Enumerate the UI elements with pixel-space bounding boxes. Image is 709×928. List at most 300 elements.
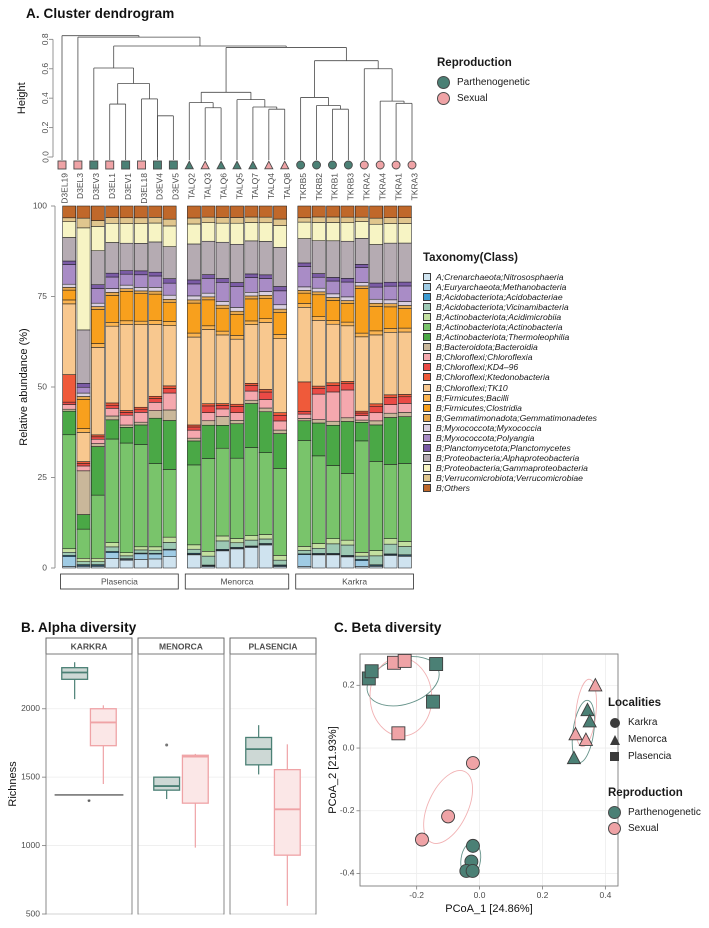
abundance-segment xyxy=(106,206,119,218)
abundance-segment xyxy=(163,303,176,322)
abundance-segment xyxy=(77,471,90,515)
dendrogram-leaf-label: TALQ5 xyxy=(234,173,245,200)
abundance-segment xyxy=(91,344,104,348)
abundance-segment xyxy=(259,389,272,392)
dendrogram-leaf-marker xyxy=(233,161,241,169)
abundance-segment xyxy=(149,554,162,559)
abundance-segment xyxy=(370,551,383,556)
abundance-segment xyxy=(149,287,162,291)
dendrogram-leaf-marker xyxy=(281,161,289,169)
abundance-segment xyxy=(216,223,229,242)
dendrogram-leaf-marker xyxy=(138,161,146,169)
boxplot-outlier xyxy=(165,744,168,747)
abundance-segment xyxy=(187,438,200,441)
abundance-segment xyxy=(63,435,76,549)
abundance-segment xyxy=(63,404,76,409)
alpha-y-tick: 2000 xyxy=(21,702,40,713)
locality-group-label: Plasencia xyxy=(100,576,138,587)
abundance-y-tick: 75 xyxy=(37,290,47,301)
abundance-segment xyxy=(163,557,176,568)
abundance-segment xyxy=(216,409,229,417)
abundance-segment xyxy=(77,383,90,387)
taxonomy-color-swatch xyxy=(423,273,431,281)
abundance-segment xyxy=(230,420,243,423)
pcoa-point xyxy=(398,654,411,667)
abundance-segment xyxy=(245,296,258,299)
abundance-segment xyxy=(327,425,340,465)
abundance-segment xyxy=(63,218,76,222)
abundance-segment xyxy=(355,413,368,416)
legend-icon-wrap xyxy=(608,718,621,728)
abundance-segment xyxy=(355,552,368,556)
abundance-segment xyxy=(149,321,162,325)
abundance-segment xyxy=(202,278,215,293)
abundance-segment xyxy=(312,274,325,278)
abundance-segment xyxy=(216,242,229,278)
abundance-segment xyxy=(216,278,229,282)
abundance-segment xyxy=(202,297,215,300)
reproduction-legend-c-label: Parthenogenetic xyxy=(628,806,701,818)
taxonomy-legend-label: B;Acidobacteriota;Vicinamibacteria xyxy=(436,302,569,313)
abundance-segment xyxy=(398,332,411,394)
abundance-segment xyxy=(216,305,229,308)
taxonomy-legend-label: B;Acidobacteriota;Acidobacteriae xyxy=(436,292,563,303)
abundance-segment xyxy=(120,560,133,568)
taxonomy-legend-item xyxy=(423,362,597,372)
abundance-segment xyxy=(163,326,176,386)
abundance-segment xyxy=(230,286,243,307)
boxplot-box xyxy=(90,705,116,784)
abundance-segment xyxy=(398,397,411,404)
abundance-segment xyxy=(355,556,368,559)
abundance-segment xyxy=(273,219,286,226)
abundance-segment xyxy=(370,413,383,421)
abundance-segment xyxy=(91,226,104,250)
abundance-segment xyxy=(327,383,340,386)
alpha-y-tick: 1500 xyxy=(21,771,40,782)
abundance-segment xyxy=(245,391,258,400)
abundance-segment xyxy=(163,279,176,284)
abundance-segment xyxy=(187,555,200,568)
abundance-segment xyxy=(370,287,383,299)
abundance-segment xyxy=(298,421,311,441)
facet-panel xyxy=(46,654,132,914)
abundance-segment xyxy=(216,541,229,549)
abundance-segment xyxy=(398,541,411,546)
taxonomy-color-swatch xyxy=(423,424,431,432)
abundance-segment xyxy=(370,299,383,303)
dendrogram-leaf-marker xyxy=(106,161,114,169)
abundance-segment xyxy=(355,264,368,267)
abundance-segment xyxy=(91,437,104,439)
taxonomy-color-swatch xyxy=(423,303,431,311)
abundance-segment xyxy=(91,309,104,343)
abundance-segment xyxy=(327,385,340,392)
abundance-segment xyxy=(63,409,76,411)
localities-legend-label: Plasencia xyxy=(628,751,672,762)
localities-legend-item xyxy=(608,714,671,731)
taxonomy-legend-item xyxy=(423,483,597,493)
reproduction-legend-title: Reproduction xyxy=(437,57,512,69)
abundance-segment xyxy=(77,393,90,396)
abundance-segment xyxy=(202,459,215,552)
cluster-dendrogram xyxy=(0,18,420,211)
taxonomy-color-swatch xyxy=(423,384,431,392)
abundance-segment xyxy=(341,223,354,242)
abundance-segment xyxy=(370,404,383,406)
abundance-segment xyxy=(106,543,119,547)
abundance-segment xyxy=(273,291,286,305)
pcoa-y-tick: 0.2 xyxy=(342,679,355,690)
boxplot-box xyxy=(246,725,272,774)
abundance-segment xyxy=(259,535,272,539)
abundance-segment xyxy=(259,399,272,408)
dendrogram-leaf-marker xyxy=(153,161,161,169)
dendrogram-y-axis-label: Height xyxy=(15,82,28,115)
abundance-segment xyxy=(187,284,200,296)
abundance-segment xyxy=(273,434,286,469)
abundance-segment xyxy=(327,217,340,222)
abundance-segment xyxy=(298,293,311,303)
abundance-segment xyxy=(370,425,383,461)
abundance-segment xyxy=(216,217,229,223)
abundance-segment xyxy=(312,292,325,295)
abundance-segment xyxy=(77,562,90,565)
abundance-segment xyxy=(77,515,90,530)
abundance-segment xyxy=(355,286,368,289)
abundance-segment xyxy=(398,302,411,306)
dendrogram-leaf-label: D3EV5 xyxy=(170,173,181,200)
abundance-segment xyxy=(120,553,133,556)
abundance-segment xyxy=(398,547,411,555)
alpha-y-tick: 1000 xyxy=(21,839,40,850)
panel-a-title: A. Cluster dendrogram xyxy=(26,6,175,21)
abundance-segment xyxy=(245,299,258,321)
abundance-segment xyxy=(120,425,133,427)
abundance-segment xyxy=(202,217,215,223)
taxonomy-legend-label: B;Verrucomicrobiota;Verrucomicrobiae xyxy=(436,472,583,483)
taxonomy-color-swatch xyxy=(423,363,431,371)
taxonomy-color-swatch xyxy=(423,323,431,331)
localities-legend-label: Karkra xyxy=(628,717,658,728)
abundance-segment xyxy=(298,418,311,420)
abundance-segment xyxy=(312,548,325,553)
taxonomy-legend-item xyxy=(423,282,597,292)
abundance-segment xyxy=(230,223,243,244)
abundance-segment xyxy=(341,557,354,568)
abundance-segment xyxy=(106,273,119,277)
abundance-segment xyxy=(187,427,200,430)
abundance-segment xyxy=(312,388,325,394)
abundance-segment xyxy=(163,299,176,302)
abundance-segment xyxy=(384,286,397,300)
taxonomy-legend-label: A;Euryarchaeota;Methanobacteria xyxy=(436,282,567,293)
abundance-segment xyxy=(63,552,76,555)
abundance-segment xyxy=(230,311,243,314)
abundance-segment xyxy=(384,395,397,398)
localities-legend-item xyxy=(608,731,671,748)
taxonomy-color-swatch xyxy=(423,293,431,301)
abundance-segment xyxy=(230,413,243,421)
reproduction-legend xyxy=(437,57,530,106)
abundance-segment xyxy=(259,412,272,453)
abundance-segment xyxy=(370,303,383,306)
facet-label: MENORCA xyxy=(159,641,203,652)
abundance-segment xyxy=(384,282,397,286)
abundance-segment xyxy=(355,206,368,217)
abundance-segment xyxy=(120,243,133,270)
abundance-segment xyxy=(384,328,397,332)
taxonomy-legend-label: B;Actinobacteriota;Actinobacteria xyxy=(436,322,563,333)
facet-label: KARKRA xyxy=(70,641,108,652)
dendrogram-leaf-marker xyxy=(344,161,352,169)
abundance-segment xyxy=(134,271,147,275)
abundance-segment xyxy=(327,544,340,554)
taxonomy-legend xyxy=(423,252,597,493)
pcoa-x-tick: -0.2 xyxy=(409,890,424,900)
abundance-segment xyxy=(298,550,311,554)
abundance-segment xyxy=(327,321,340,325)
abundance-segment xyxy=(398,394,411,396)
abundance-segment xyxy=(370,218,383,224)
taxonomy-color-swatch xyxy=(423,414,431,422)
abundance-segment xyxy=(312,295,325,317)
dendrogram-leaf-label: TALQ2 xyxy=(186,173,197,200)
abundance-segment xyxy=(384,398,397,405)
taxonomy-color-swatch xyxy=(423,373,431,381)
abundance-segment xyxy=(106,218,119,224)
abundance-segment xyxy=(312,317,325,321)
abundance-segment xyxy=(91,251,104,285)
abundance-segment xyxy=(106,558,119,568)
abundance-segment xyxy=(245,536,258,540)
abundance-segment xyxy=(202,326,215,330)
abundance-segment xyxy=(149,223,162,242)
taxonomy-color-swatch xyxy=(423,464,431,472)
abundance-segment xyxy=(230,283,243,287)
abundance-segment xyxy=(341,390,354,418)
abundance-segment xyxy=(384,417,397,464)
abundance-segment xyxy=(63,206,76,218)
dendrogram-leaf-label: D3EL18 xyxy=(138,173,149,204)
abundance-segment xyxy=(63,549,76,553)
abundance-segment xyxy=(355,411,368,413)
dendrogram-leaf-label: TALQ4 xyxy=(266,173,277,200)
abundance-segment xyxy=(230,458,243,538)
dendrogram-leaf-label: TALQ3 xyxy=(202,173,213,200)
abundance-segment xyxy=(245,448,258,536)
abundance-segment xyxy=(163,550,176,557)
abundance-segment xyxy=(120,271,133,275)
abundance-segment xyxy=(149,550,162,553)
abundance-segment xyxy=(298,440,311,546)
dendrogram-leaf-marker xyxy=(185,161,193,169)
pcoa-point xyxy=(466,864,479,877)
taxonomy-legend-item xyxy=(423,423,597,433)
abundance-segment xyxy=(187,244,200,280)
abundance-segment xyxy=(91,285,104,289)
abundance-segment xyxy=(259,392,272,399)
abundance-segment xyxy=(134,422,147,425)
abundance-segment xyxy=(370,224,383,244)
abundance-segment xyxy=(187,465,200,545)
taxonomy-color-swatch xyxy=(423,394,431,402)
taxonomy-legend-item xyxy=(423,352,597,362)
abundance-segment xyxy=(298,414,311,418)
dendrogram-leaf-marker xyxy=(408,161,416,169)
abundance-segment xyxy=(187,206,200,218)
circle-icon xyxy=(437,92,450,105)
pcoa-y-tick: 0.0 xyxy=(342,742,355,753)
dendrogram-leaf-marker xyxy=(90,161,98,169)
abundance-segment xyxy=(230,244,243,282)
abundance-segment xyxy=(312,456,325,544)
abundance-segment xyxy=(216,404,229,406)
abundance-segment xyxy=(355,441,368,552)
dendrogram-leaf-marker xyxy=(313,161,321,169)
abundance-segment xyxy=(312,241,325,274)
taxonomy-legend-label: B;Firmicutes;Clostridia xyxy=(436,402,522,413)
dendrogram-y-tick: 0.4 xyxy=(40,92,51,105)
taxonomy-color-swatch xyxy=(423,434,431,442)
abundance-segment xyxy=(187,337,200,425)
abundance-segment xyxy=(163,283,176,295)
abundance-segment xyxy=(63,237,76,261)
abundance-segment xyxy=(106,403,119,405)
abundance-segment xyxy=(259,206,272,217)
taxonomy-color-swatch xyxy=(423,343,431,351)
abundance-segment xyxy=(91,221,104,227)
abundance-segment xyxy=(149,272,162,276)
abundance-segment xyxy=(245,547,258,568)
abundance-segment xyxy=(298,287,311,291)
abundance-segment xyxy=(230,543,243,548)
dendrogram-leaf-label: TKRB3 xyxy=(345,173,356,201)
square-icon xyxy=(610,752,619,761)
dendrogram-leaf-marker xyxy=(201,161,209,169)
abundance-segment xyxy=(106,223,119,242)
abundance-segment xyxy=(327,555,340,568)
abundance-segment xyxy=(384,206,397,218)
abundance-segment xyxy=(312,222,325,240)
abundance-segment xyxy=(163,469,176,537)
abundance-segment xyxy=(202,551,215,556)
boxplot-box xyxy=(154,744,180,800)
abundance-segment xyxy=(245,217,258,223)
abundance-segment xyxy=(163,206,176,219)
taxonomy-color-swatch xyxy=(423,283,431,291)
abundance-segment xyxy=(106,277,119,289)
abundance-segment xyxy=(355,268,368,283)
abundance-segment xyxy=(298,555,311,567)
abundance-segment xyxy=(245,292,258,296)
legend-icon-wrap xyxy=(608,752,621,761)
abundance-segment xyxy=(187,545,200,549)
abundance-segment xyxy=(91,444,104,447)
abundance-segment xyxy=(398,328,411,332)
abundance-segment xyxy=(163,542,176,549)
abundance-segment xyxy=(134,287,147,291)
taxonomy-legend-item xyxy=(423,322,597,332)
dendrogram-leaf-marker xyxy=(249,161,257,169)
abundance-segment xyxy=(63,375,76,403)
abundance-segment xyxy=(341,297,354,301)
abundance-segment xyxy=(187,218,200,224)
abundance-segment xyxy=(355,422,368,441)
taxonomy-color-swatch xyxy=(423,484,431,492)
abundance-segment xyxy=(91,562,104,565)
taxonomy-legend-label: B;Gemmatimonadota;Gemmatimonadetes xyxy=(436,412,597,423)
dendrogram-leaf-label: D3EL3 xyxy=(75,173,86,199)
abundance-segment xyxy=(202,275,215,279)
dendrogram-y-tick: 0.0 xyxy=(40,151,51,163)
taxonomy-legend-item xyxy=(423,393,597,403)
dendrogram-leaf-label: D3EL19 xyxy=(59,173,70,204)
abundance-segment xyxy=(149,276,162,287)
pcoa-point xyxy=(466,757,479,770)
abundance-segment xyxy=(120,415,133,425)
abundance-segment xyxy=(202,406,215,413)
abundance-segment xyxy=(163,295,176,299)
taxonomy-legend-label: B;Chloroflexi;Ktedonobacteria xyxy=(436,372,550,383)
abundance-segment xyxy=(230,217,243,223)
abundance-segment xyxy=(63,222,76,238)
abundance-segment xyxy=(134,554,147,560)
abundance-segment xyxy=(273,421,286,430)
abundance-segment xyxy=(341,282,354,297)
abundance-segment xyxy=(384,539,397,544)
abundance-segment xyxy=(230,539,243,543)
abundance-segment xyxy=(273,206,286,219)
abundance-segment xyxy=(149,402,162,410)
abundance-segment xyxy=(202,330,215,404)
abundance-segment xyxy=(106,439,119,543)
abundance-segment xyxy=(216,551,229,568)
abundance-segment xyxy=(120,324,133,410)
abundance-segment xyxy=(341,322,354,326)
abundance-segment xyxy=(384,243,397,282)
abundance-segment xyxy=(341,241,354,278)
abundance-segment xyxy=(230,314,243,335)
abundance-segment xyxy=(230,335,243,339)
abundance-segment xyxy=(273,560,286,565)
pcoa-y-axis-label: PCoA_2 [21.93%] xyxy=(326,726,339,814)
dendrogram-leaf-label: D3EL1 xyxy=(106,173,117,199)
taxonomy-legend-label: B;Chloroflexi;KD4–96 xyxy=(436,362,519,373)
dendrogram-leaf-label: D3EV1 xyxy=(122,173,133,200)
abundance-segment xyxy=(77,387,90,393)
abundance-segment xyxy=(341,545,354,555)
abundance-segment xyxy=(216,406,229,409)
pcoa-x-tick: 0.0 xyxy=(473,890,486,900)
relative-abundance-barplot xyxy=(0,200,420,615)
abundance-segment xyxy=(259,545,272,568)
abundance-segment xyxy=(163,219,176,226)
abundance-segment xyxy=(202,241,215,274)
abundance-segment xyxy=(327,241,340,278)
abundance-segment xyxy=(245,241,258,274)
abundance-segment xyxy=(120,411,133,413)
abundance-segment xyxy=(245,404,258,448)
taxonomy-color-swatch xyxy=(423,474,431,482)
abundance-segment xyxy=(77,558,90,561)
abundance-segment xyxy=(398,206,411,218)
abundance-segment xyxy=(273,415,286,421)
abundance-segment xyxy=(273,226,286,248)
abundance-segment xyxy=(120,443,133,553)
abundance-segment xyxy=(216,417,229,426)
abundance-segment xyxy=(355,337,368,411)
